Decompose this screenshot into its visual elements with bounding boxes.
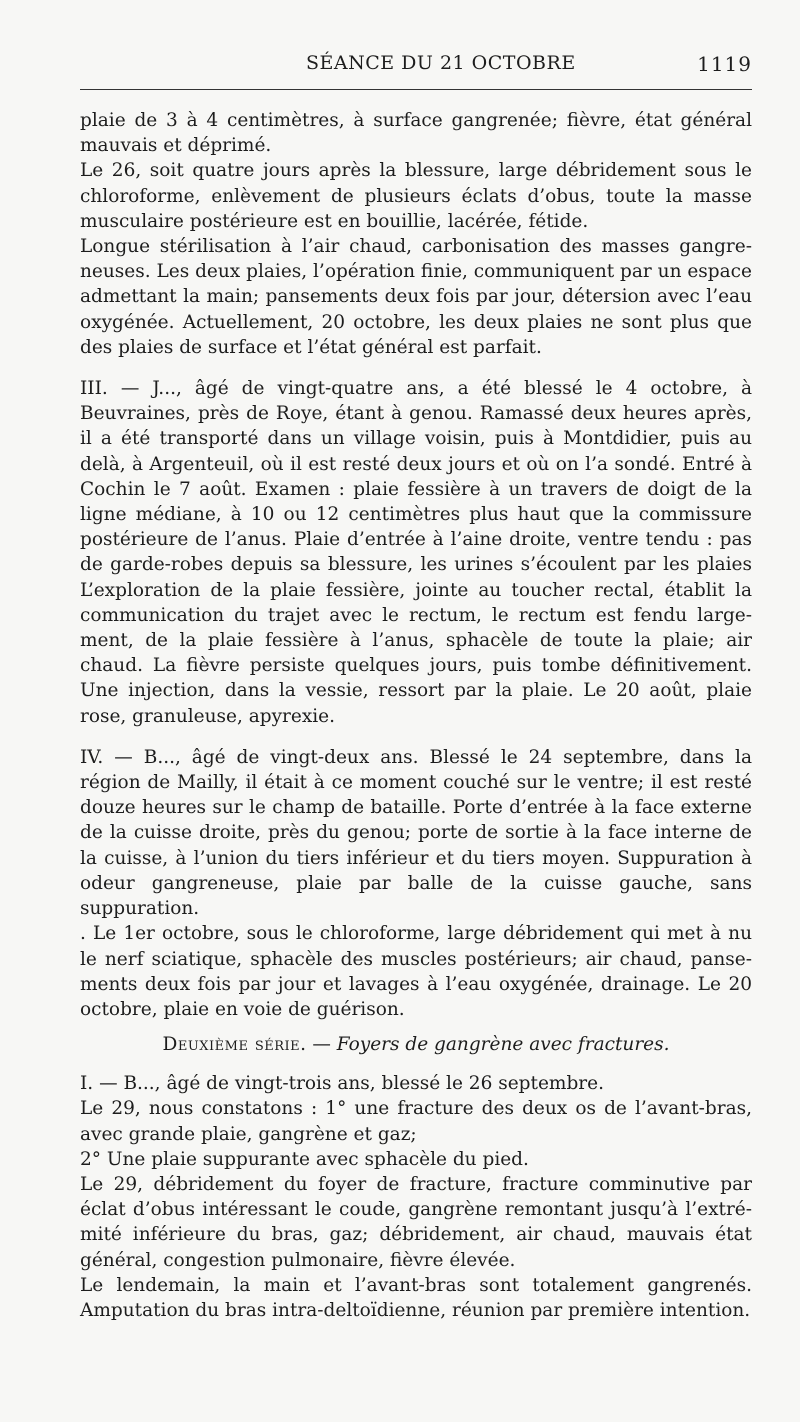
case-one-second: 2° Une plaie suppurante avec sphacèle du pied. [80, 1148, 529, 1170]
case-three: III. — J..., âgé de vingt-quatre ans, a été blessé le 4 octobre, à Beuvraines, près de Roye, étant à genou. Ramassé deux heures après, il a été transporté dans un village voisin, puis à Montdidier, puis au delà, à Argenteuil, où il est resté deux jours et où on l’a sondé. Entré à Cochin le 7 août. Examen : plaie fessière à un travers de doigt de la ligne médiane, à 10 ou 12 centimètres plus haut que la commissure postérieure de l’anus. Plaie d’entrée à l’aine droite, ventre tendu : pas de garde-robes depuis sa blessure, les urines s’écoulent par les plaies L’exploration de la plaie fessière, jointe au toucher rectal, établit la communication du trajet avec le rectum, le rectum est fendu largement, de la plaie fessière à l’anus, sphacèle de toute la plaie; air chaud. La fièvre persiste quelques jours, puis tombe définitivement. Une injection, dans la vessie, ressort par la plaie. Le 20 août, plaie rose, granuleuse, apyrexie. [80, 378, 752, 727]
case-one-outcome: Le lendemain, la main et l’avant-bras sont totalement gangrenés. Amputation du bras intra-deltoïdienne, réunion par première intention. [80, 1274, 752, 1321]
section-heading [80, 1032, 752, 1057]
paragraph-gap [80, 729, 752, 745]
case-one-intro: I. — B..., âgé de vingt-trois ans, blessé le 26 septembre. [80, 1073, 604, 1095]
header-rule [80, 89, 752, 90]
case-four: IV. — B..., âgé de vingt-deux ans. Blessé le 24 septembre, dans la région de Mailly, il était à ce moment couché sur le ventre; il est resté douze heures sur le champ de bataille. Porte d’entrée à la face externe de la cuisse droite, près du genou; porte de sortie à la face interne de la cuisse, à l’union du tiers inférieur et du tiers moyen. Suppuration à odeur gangreneuse, plaie par balle de la cuisse gauche, sans suppuration. [80, 746, 752, 920]
page-header [80, 46, 752, 84]
paragraph-gap [80, 360, 752, 376]
case-one-findings: Le 29, nous constatons : 1° une fracture des deux os de l’avant-bras, avec grande plaie, gangrène et gaz; [80, 1098, 752, 1145]
case-one-treatment: Le 29, débridement du foyer de fracture, fracture comminutive par éclat d’obus intéressant le coude, gangrène remontant jusqu’à l’extrémité inférieure du bras, gaz; débridement, air chaud, mauvais état général, congestion pulmonaire, fièvre élevée. [80, 1173, 752, 1271]
paragraph-sterilisation: Longue stérilisation à l’air chaud, carbonisation des masses gangreneuses. Les deux plaies, l’opération finie, communiquent par un espace admettant la main; pansements deux fois par jour, détersion avec l’eau oxygénée. Actuellement, 20 octobre, les deux plaies ne sont plus que des plaies de surface et l’état général est parfait. [80, 236, 752, 358]
running-title: SÉANCE DU 21 OCTOBRE [306, 52, 576, 74]
section-title: Foyers de gangrène avec fractures. [336, 1034, 670, 1056]
section-dash: — [306, 1034, 337, 1056]
section-label: Deuxième série. [162, 1034, 307, 1056]
document-page [80, 46, 752, 1323]
paragraph-continuation: plaie de 3 à 4 centimètres, à surface gangrenée; fièvre, état général mauvais et déprimé. [80, 110, 752, 157]
case-four-followup: . Le 1er octobre, sous le chloroforme, large débridement qui met à nu le nerf sciatique, sphacèle des muscles postérieurs; air chaud, pansements deux fois par jour et lavages à l’eau oxygénée, drainage. Le 20 octobre, plaie en voie de guérison. [80, 923, 752, 1020]
page-number: 1119 [697, 52, 752, 76]
paragraph-debridement: Le 26, soit quatre jours après la blessure, large débridement sous le chloroforme, enlèvement de plusieurs éclats d’obus, toute la masse musculaire postérieure est en bouillie, lacérée, fétide. [80, 160, 752, 232]
